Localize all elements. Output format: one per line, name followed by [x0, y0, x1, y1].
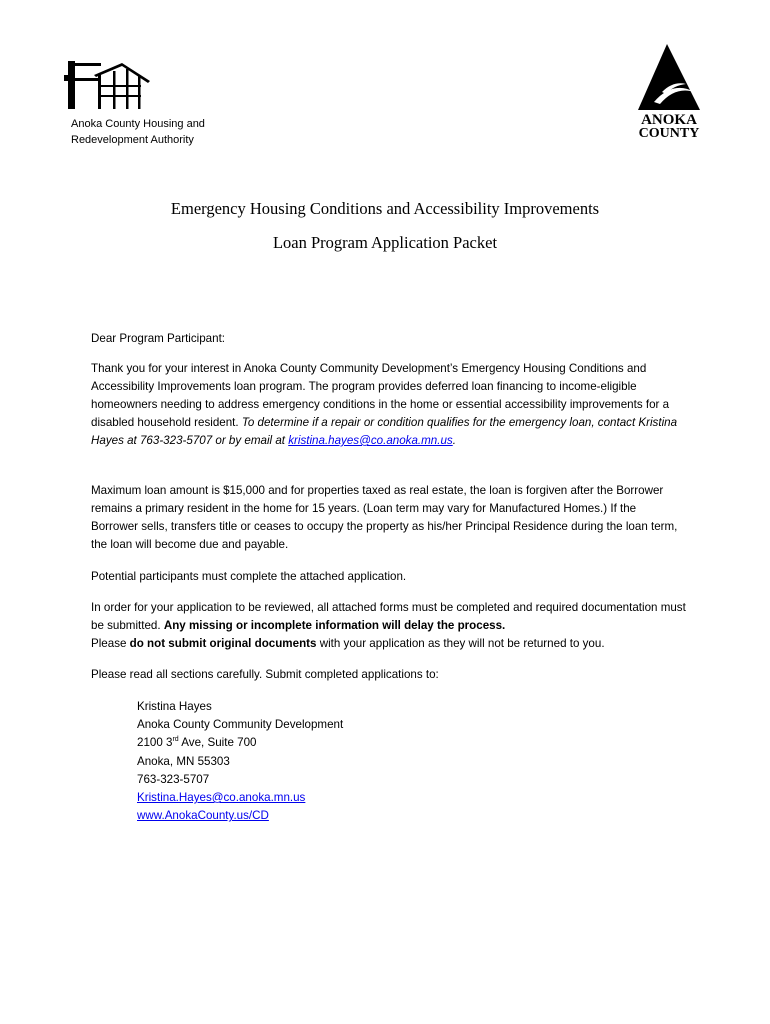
mailing-address: [137, 698, 343, 825]
requirements-please: Please: [91, 637, 130, 650]
intro-text: Thank you for your interest in Anoka County Community Development’s Emergency Housing Conditions and Accessibility Improvements loan program. The program provides deferred loan financing to income-eligible homeowners needing to address emergency conditions in the home or essential accessibility improvements for a disabled household resident.: [91, 362, 670, 429]
intro-contact-text: To determine if a repair or condition qualifies for the emergency loan, contact Kristina Hayes at 763-323-5707 or by email at: [91, 416, 678, 447]
county-logo-line1: ANOKA: [641, 112, 697, 128]
salutation: Dear Program Participant:: [91, 332, 226, 345]
requirements-originals-warning: do not submit original documents: [129, 637, 317, 650]
anoka-county-logo: [634, 44, 704, 140]
housing-authority-logo: [64, 61, 152, 113]
intro-end: .: [452, 434, 456, 447]
page-subtitle: Loan Program Application Packet: [272, 233, 498, 252]
paragraph-submit: Please read all sections carefully. Submit completed applications to:: [91, 668, 439, 681]
website-link[interactable]: www.AnokaCounty.us/CD: [137, 809, 269, 823]
page-title: Emergency Housing Conditions and Accessibility Improvements: [170, 199, 600, 218]
paragraph-intro: [91, 360, 686, 450]
paragraph-loan-terms: Maximum loan amount is $15,000 and for properties taxed as real estate, the loan is forgiven after the Borrower remains a primary resident in the home for 15 years. (Loan term may vary for Manufactured Homes.) If the Borrower sells, transfers title or ceases to occupy the property as his/her Principal Residence during the loan term, the loan will become due and payable.: [91, 484, 678, 551]
address-street-suffix: rd: [172, 736, 179, 744]
requirements-warning: Any missing or incomplete information will delay the process.: [163, 619, 506, 632]
requirements-end: with your application as they will not be returned to you.: [316, 637, 605, 650]
address-street-number: 2100 3: [137, 736, 173, 750]
address-name: Kristina Hayes: [137, 700, 212, 713]
address-street-rest: Ave, Suite 700: [178, 736, 257, 750]
address-org: Anoka County Community Development: [137, 718, 344, 732]
address-city: Anoka, MN 55303: [137, 754, 230, 768]
agency-name-line1: Anoka County Housing and: [71, 118, 205, 130]
address-street: [137, 734, 343, 752]
contact-email-link[interactable]: kristina.hayes@co.anoka.mn.us: [288, 434, 453, 447]
requirements-text: In order for your application to be reviewed, all attached forms must be completed and required documentation must be submitted.: [91, 601, 686, 632]
agency-name-line2: Redevelopment Authority: [71, 134, 194, 146]
address-phone: 763-323-5707: [137, 772, 210, 786]
county-logo-line2: COUNTY: [638, 126, 700, 140]
agency-name: [71, 116, 205, 148]
address-email-link[interactable]: Kristina.Hayes@co.anoka.mn.us: [137, 791, 306, 805]
paragraph-application: Potential participants must complete the attached application.: [91, 570, 407, 583]
paragraph-requirements: [91, 599, 686, 653]
